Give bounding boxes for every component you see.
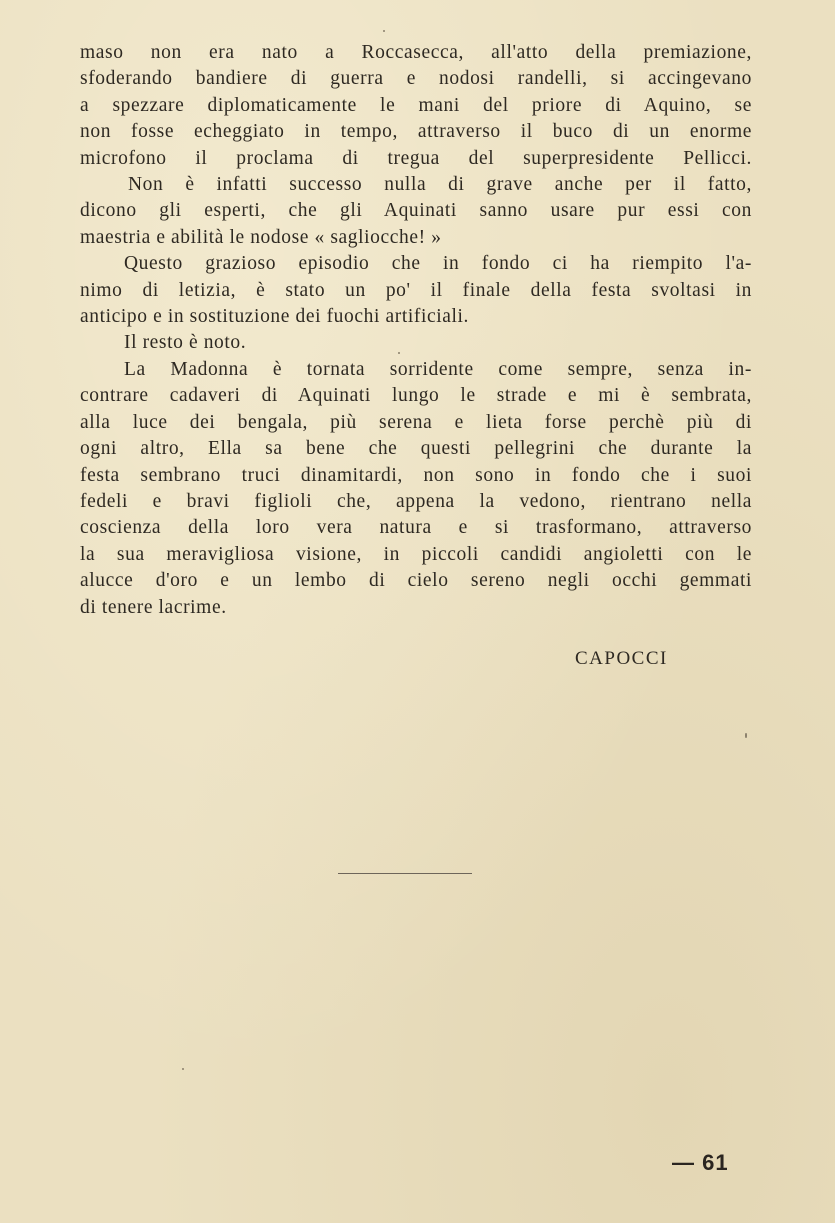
- text-line: maso non era nato a Roccasecca, all'atto della premiazione,: [80, 42, 752, 63]
- text-line: microfono il proclama di tregua del superpresidente Pellicci.: [80, 147, 752, 169]
- text-line: ogni altro, Ella sa bene che questi pellegrini che durante la: [80, 438, 752, 460]
- text-line: a spezzare diplomaticamente le mani del priore di Aquino, se: [80, 94, 752, 116]
- separator-rule: [338, 873, 472, 874]
- paper-speck: [383, 30, 385, 32]
- author-signature: CAPOCCI: [575, 648, 668, 669]
- text-line: contrare cadaveri di Aquinati lungo le strade e mi è sembrata,: [80, 385, 752, 407]
- text-line: alucce d'oro e un lembo di cielo sereno negli occhi gemmati: [80, 570, 752, 592]
- text-line: Non è infatti successo nulla di grave anche per il fatto,: [128, 174, 752, 196]
- text-line: coscienza della loro vera natura e si trasformano, attraverso: [80, 517, 752, 539]
- text-line: anticipo e in sostituzione dei fuochi artificiali.: [80, 306, 470, 328]
- text-line: la sua meravigliosa visione, in piccoli candidi angioletti con le: [80, 543, 752, 565]
- body-text: [80, 40, 752, 621]
- text-line: La Madonna è tornata sorridente come sempre, senza in-: [124, 358, 752, 380]
- text-line: dicono gli esperti, che gli Aquinati sanno usare pur essi con: [80, 200, 752, 222]
- paper-speck: [398, 352, 400, 354]
- paper-speck: [745, 733, 747, 738]
- text-line: Questo grazioso episodio che in fondo ci ha riempito l'a-: [124, 253, 752, 275]
- text-line: festa sembrano truci dinamitardi, non sono in fondo che i suoi: [80, 464, 752, 486]
- text-line: fedeli e bravi figlioli che, appena la vedono, rientrano nella: [80, 490, 752, 512]
- text-line: alla luce dei bengala, più serena e lieta forse perchè più di: [80, 411, 752, 433]
- text-line: Il resto è noto.: [124, 332, 247, 354]
- text-line: sfoderando bandiere di guerra e nodosi randelli, si accingevano: [80, 68, 752, 90]
- page-number: — 61: [672, 1150, 729, 1175]
- paper-speck: [182, 1068, 184, 1070]
- text-line: maestria e abilità le nodose « sagliocche! »: [80, 226, 442, 248]
- text-line: nimo di letizia, è stato un po' il finale della festa svoltasi in: [80, 279, 752, 301]
- text-line: di tenere lacrime.: [80, 596, 227, 618]
- text-line: non fosse echeggiato in tempo, attraverso il buco di un enorme: [80, 121, 752, 143]
